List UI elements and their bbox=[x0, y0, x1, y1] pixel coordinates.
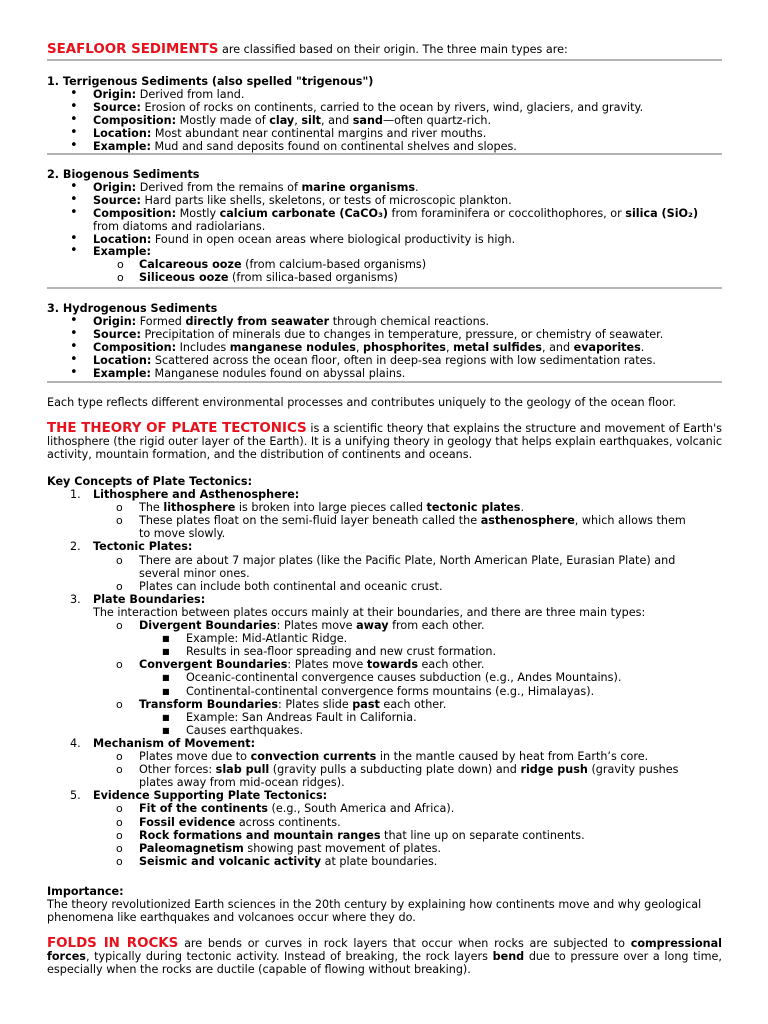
concept-item-continuation: plates away from mid-ocean ridges). bbox=[139, 776, 345, 790]
bullet-item: Origin: Derived from the remains of marine organisms. bbox=[93, 180, 419, 194]
circle-bullet-icon: o bbox=[116, 697, 123, 711]
importance-text: The theory revolutionized Earth sciences in the 20th century by explaining how continents move and why geological phenomena like earthquakes and volcanoes occur where they do. bbox=[47, 898, 702, 925]
importance-heading: Importance: bbox=[47, 885, 124, 898]
circle-bullet-icon: o bbox=[117, 258, 124, 272]
concept-item: Rock formations and mountain ranges that line up on separate continents. bbox=[139, 828, 585, 842]
numbered-marker: 3. bbox=[70, 592, 81, 606]
concept-item: These plates float on the semi-fluid layer beneath called the asthenosphere, which allows them bbox=[139, 514, 686, 528]
section-divider bbox=[47, 381, 722, 383]
square-bullet-icon: ■ bbox=[162, 634, 170, 644]
circle-bullet-icon: o bbox=[116, 841, 123, 855]
concept-item: Fit of the continents (e.g., South America and Africa). bbox=[139, 802, 455, 816]
sub-item: Calcareous ooze (from calcium-based organisms) bbox=[139, 258, 427, 272]
numbered-heading: Evidence Supporting Plate Tectonics: bbox=[93, 789, 328, 803]
numbered-heading: Lithosphere and Asthenosphere: bbox=[93, 488, 300, 501]
circle-bullet-icon: o bbox=[116, 658, 123, 672]
concept-item: Fossil evidence across continents. bbox=[139, 815, 341, 829]
bullet-item: Location: Scattered across the ocean floor, often in deep-sea regions with low sedimentation rates. bbox=[93, 353, 656, 367]
circle-bullet-icon: o bbox=[116, 828, 123, 842]
numbered-marker: 1. bbox=[70, 488, 81, 501]
bullet-icon: • bbox=[70, 191, 78, 207]
seafloor-intro-text: are classified based on their origin. The three main types are: bbox=[218, 43, 568, 56]
bullet-item-continuation: from diatoms and radiolarians. bbox=[93, 219, 266, 233]
bullet-icon: • bbox=[70, 204, 78, 220]
numbered-marker: 4. bbox=[70, 736, 81, 750]
concept-item: Convergent Boundaries: Plates move towards each other. bbox=[139, 658, 485, 672]
concept-subitem: Example: Mid-Atlantic Ridge. bbox=[186, 632, 348, 646]
seafloor-summary: Each type reflects different environmental processes and contributes uniquely to the geology of the ocean floor. bbox=[47, 396, 676, 409]
concept-item: Seismic and volcanic activity at plate boundaries. bbox=[139, 854, 438, 868]
plate-intro bbox=[47, 422, 722, 462]
square-bullet-icon: ■ bbox=[162, 673, 170, 683]
circle-bullet-icon: o bbox=[116, 815, 123, 829]
bullet-icon: • bbox=[70, 98, 78, 114]
concept-subitem: Oceanic-continental convergence causes subduction (e.g., Andes Mountains). bbox=[186, 671, 622, 685]
concept-subitem: Causes earthquakes. bbox=[186, 723, 304, 737]
sub-item: Siliceous ooze (from silica-based organisms) bbox=[139, 271, 398, 285]
numbered-description: The interaction between plates occurs mainly at their boundaries, and there are three main types: bbox=[93, 605, 646, 619]
bullet-icon: • bbox=[70, 364, 78, 380]
bullet-item: Composition: Mostly calcium carbonate (CaCO₃) from foraminifera or coccolithophores, or silica (SiO₂) bbox=[93, 206, 699, 220]
bullet-item: Example: Manganese nodules found on abyssal plains. bbox=[93, 366, 406, 380]
bullet-item: Origin: Formed directly from seawater through chemical reactions. bbox=[93, 314, 490, 328]
concept-item-continuation: to move slowly. bbox=[139, 527, 226, 541]
numbered-heading: Plate Boundaries: bbox=[93, 592, 206, 606]
section-heading: 2. Biogenous Sediments bbox=[47, 168, 200, 181]
bullet-icon: • bbox=[70, 243, 78, 259]
bullet-icon: • bbox=[70, 325, 78, 341]
section-heading: 3. Hydrogenous Sediments bbox=[47, 302, 218, 315]
bullet-icon: • bbox=[70, 85, 78, 101]
concept-item-continuation: several minor ones. bbox=[139, 566, 250, 580]
concept-subitem: Results in sea-floor spreading and new crust formation. bbox=[186, 645, 497, 659]
concept-item: Plates can include both continental and oceanic crust. bbox=[139, 579, 443, 593]
numbered-heading: Mechanism of Movement: bbox=[93, 736, 256, 750]
key-concepts-heading: Key Concepts of Plate Tectonics: bbox=[47, 475, 253, 488]
bullet-item: Source: Precipitation of minerals due to changes in temperature, pressure, or chemistry of seawater. bbox=[93, 327, 664, 341]
section-divider bbox=[47, 287, 722, 289]
bullet-icon: • bbox=[70, 230, 78, 246]
concept-item: Paleomagnetism showing past movement of plates. bbox=[139, 841, 442, 855]
circle-bullet-icon: o bbox=[116, 501, 123, 515]
numbered-marker: 2. bbox=[70, 540, 81, 554]
circle-bullet-icon: o bbox=[116, 579, 123, 593]
bullet-item: Source: Erosion of rocks on continents, carried to the ocean by rivers, wind, glaciers, and gravity. bbox=[93, 100, 644, 114]
bullet-icon: • bbox=[70, 351, 78, 367]
circle-bullet-icon: o bbox=[116, 619, 123, 632]
section-divider bbox=[47, 153, 722, 155]
folds-paragraph: FOLDS IN ROCKS are bends or curves in rock layers that occur when rocks are subjected to compressional forces, typically during tectonic activity. Instead of breaking, the rock layers bend due to pressure over a long time, especially when the rocks are ductile (capable of flowing without breaking). bbox=[47, 936, 722, 977]
numbered-marker: 5. bbox=[70, 789, 81, 803]
circle-bullet-icon: o bbox=[116, 553, 123, 567]
circle-bullet-icon: o bbox=[116, 750, 123, 763]
bullet-item: Location: Found in open ocean areas where biological productivity is high. bbox=[93, 232, 516, 246]
concept-item: There are about 7 major plates (like the Pacific Plate, North American Plate, Eurasian Plate) and bbox=[139, 553, 676, 567]
bullet-icon: • bbox=[70, 111, 78, 127]
concept-subitem: Example: San Andreas Fault in California. bbox=[186, 710, 417, 724]
folds-title: FOLDS IN ROCKS bbox=[47, 936, 179, 951]
concept-item: Other forces: slab pull (gravity pulls a subducting plate down) and ridge push (gravity pushes bbox=[139, 763, 679, 777]
section-heading: 1. Terrigenous Sediments (also spelled "trigenous") bbox=[47, 75, 374, 88]
circle-bullet-icon: o bbox=[116, 854, 123, 868]
plate-title: THE THEORY OF PLATE TECTONICS bbox=[47, 421, 307, 436]
concept-item: Divergent Boundaries: Plates move away from each other. bbox=[139, 619, 485, 632]
square-bullet-icon: ■ bbox=[162, 712, 170, 722]
circle-bullet-icon: o bbox=[117, 271, 124, 285]
circle-bullet-icon: o bbox=[116, 763, 123, 777]
concept-item: Plates move due to convection currents in the mantle caused by heat from Earth’s core. bbox=[139, 750, 649, 763]
bullet-icon: • bbox=[70, 338, 78, 354]
bullet-icon: • bbox=[70, 137, 78, 153]
bullet-item: Example: bbox=[93, 245, 151, 259]
square-bullet-icon: ■ bbox=[162, 725, 170, 735]
square-bullet-icon: ■ bbox=[162, 647, 170, 657]
circle-bullet-icon: o bbox=[116, 802, 123, 816]
bullet-item: Composition: Includes manganese nodules, phosphorites, metal sulfides, and evaporites. bbox=[93, 340, 645, 354]
bullet-icon: • bbox=[70, 124, 78, 140]
circle-bullet-icon: o bbox=[116, 514, 123, 528]
numbered-heading: Tectonic Plates: bbox=[93, 540, 193, 554]
plate-intro-text: is a scientific theory that explains the structure and movement of Earth's lithosphere (the rigid outer layer of the Earth). It is a unifying theory in geology that helps explain earthquakes, volcanic activity, mountain formation, and the distribution of continents and oceans. bbox=[47, 422, 722, 462]
bullet-item: Location: Most abundant near continental margins and river mouths. bbox=[93, 126, 487, 140]
bullet-icon: • bbox=[70, 312, 78, 328]
section-divider bbox=[47, 59, 722, 61]
concept-item: The lithosphere is broken into large pieces called tectonic plates. bbox=[139, 501, 524, 515]
bullet-item: Composition: Mostly made of clay, silt, and sand—often quartz-rich. bbox=[93, 113, 492, 127]
concept-item: Transform Boundaries: Plates slide past each other. bbox=[139, 697, 447, 711]
square-bullet-icon: ■ bbox=[162, 686, 170, 696]
concept-subitem: Continental-continental convergence forms mountains (e.g., Himalayas). bbox=[186, 684, 595, 698]
bullet-icon: • bbox=[70, 178, 78, 194]
seafloor-title: SEAFLOOR SEDIMENTS bbox=[47, 42, 219, 57]
bullet-item: Source: Hard parts like shells, skeletons, or tests of microscopic plankton. bbox=[93, 193, 512, 207]
bullet-item: Origin: Derived from land. bbox=[93, 87, 245, 101]
seafloor-intro bbox=[47, 43, 568, 56]
bullet-item: Example: Mud and sand deposits found on continental shelves and slopes. bbox=[93, 139, 517, 153]
